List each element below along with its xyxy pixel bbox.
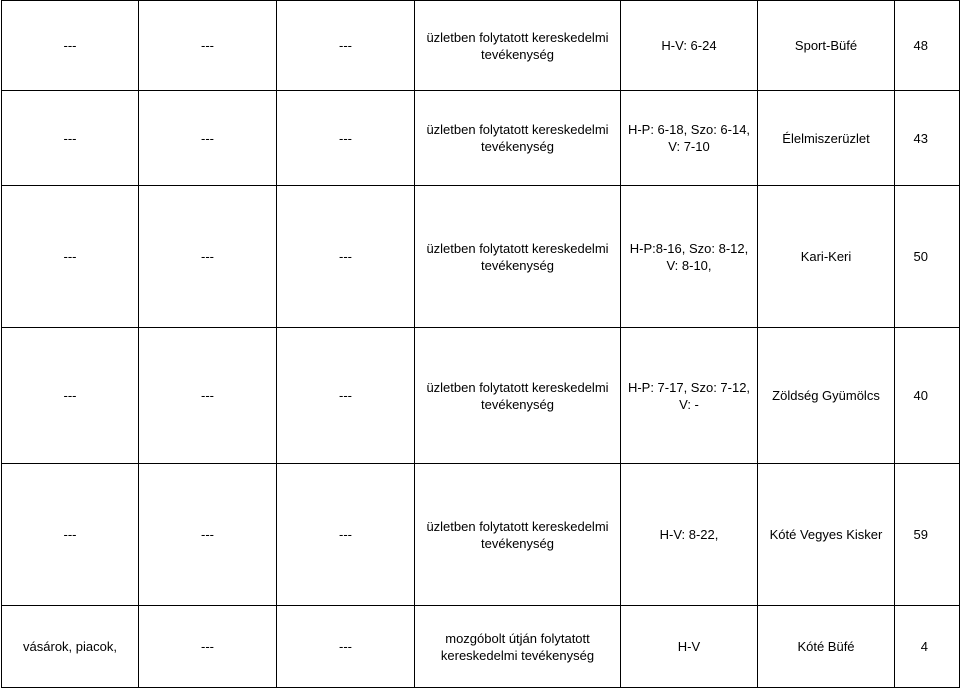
cell-hours: H-V: 8-22,: [621, 464, 758, 606]
table-row: [2, 328, 960, 464]
cell-col3: ---: [277, 91, 415, 186]
cell-activity: üzletben folytatott kereskedelmi tevékenység: [415, 464, 621, 606]
cell-activity: üzletben folytatott kereskedelmi tevékenység: [415, 186, 621, 328]
cell-col1: ---: [2, 91, 139, 186]
cell-col3: ---: [277, 328, 415, 464]
cell-hours: H-P: 6-18, Szo: 6-14, V: 7-10: [621, 91, 758, 186]
cell-col2: ---: [139, 328, 277, 464]
cell-store-name: Kóté Büfé: [758, 606, 895, 688]
cell-col1: vásárok, piacok,: [2, 606, 139, 688]
cell-activity: üzletben folytatott kereskedelmi tevékenység: [415, 91, 621, 186]
cell-store-name: Kari-Keri: [758, 186, 895, 328]
cell-col1: ---: [2, 186, 139, 328]
cell-number: 48: [895, 1, 960, 91]
cell-store-name: Sport-Büfé: [758, 1, 895, 91]
cell-number: 40: [895, 328, 960, 464]
cell-activity: üzletben folytatott kereskedelmi tevékenység: [415, 328, 621, 464]
stores-table: [1, 0, 960, 688]
cell-col3: ---: [277, 464, 415, 606]
cell-activity: mozgóbolt útján folytatott kereskedelmi tevékenység: [415, 606, 621, 688]
cell-hours: H-P:8-16, Szo: 8-12, V: 8-10,: [621, 186, 758, 328]
cell-store-name: Zöldség Gyümölcs: [758, 328, 895, 464]
cell-col2: ---: [139, 186, 277, 328]
cell-number: 59: [895, 464, 960, 606]
cell-col2: ---: [139, 91, 277, 186]
table-row: [2, 91, 960, 186]
cell-col1: ---: [2, 328, 139, 464]
cell-hours: H-P: 7-17, Szo: 7-12, V: -: [621, 328, 758, 464]
cell-store-name: Élelmiszerüzlet: [758, 91, 895, 186]
cell-col1: ---: [2, 464, 139, 606]
cell-col2: ---: [139, 1, 277, 91]
cell-col1: ---: [2, 1, 139, 91]
cell-number: 50: [895, 186, 960, 328]
cell-number: 43: [895, 91, 960, 186]
table-row: [2, 606, 960, 688]
cell-col2: ---: [139, 464, 277, 606]
cell-col3: ---: [277, 1, 415, 91]
table-row: [2, 464, 960, 606]
cell-col2: ---: [139, 606, 277, 688]
table-row: [2, 1, 960, 91]
cell-activity: üzletben folytatott kereskedelmi tevékenység: [415, 1, 621, 91]
cell-hours: H-V: 6-24: [621, 1, 758, 91]
cell-col3: ---: [277, 186, 415, 328]
cell-hours: H-V: [621, 606, 758, 688]
cell-col3: ---: [277, 606, 415, 688]
cell-store-name: Kóté Vegyes Kisker: [758, 464, 895, 606]
cell-number: 4: [895, 606, 960, 688]
table-row: [2, 186, 960, 328]
